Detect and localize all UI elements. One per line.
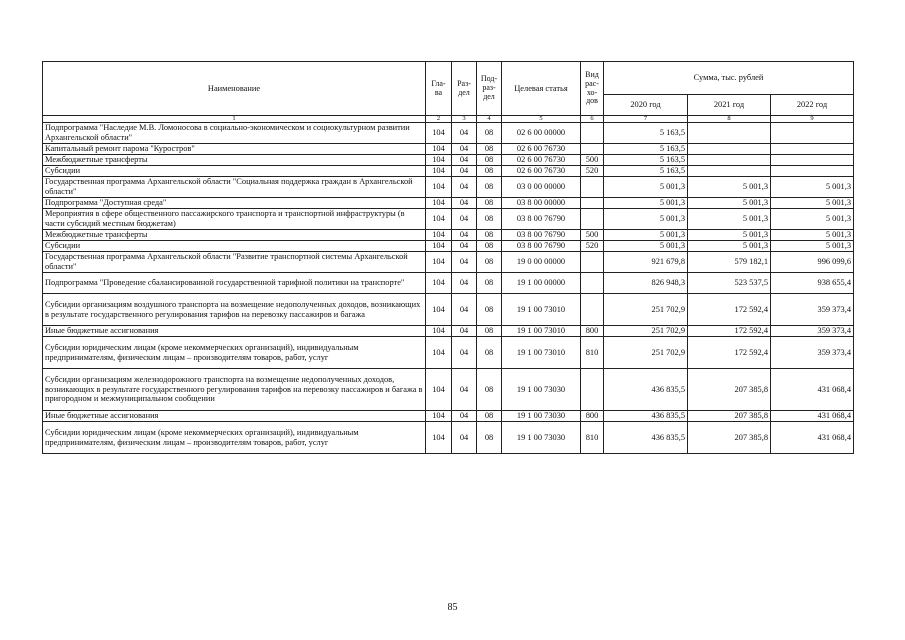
row-2022: 938 655,4 <box>771 273 854 294</box>
row-2020: 5 001,3 <box>604 241 688 252</box>
row-vid <box>581 144 604 155</box>
header-sum: Сумма, тыс. рублей <box>604 62 854 95</box>
row-vid: 800 <box>581 411 604 422</box>
row-podrazdel: 08 <box>477 123 502 144</box>
row-razdel: 04 <box>452 209 477 230</box>
row-podrazdel: 08 <box>477 177 502 198</box>
row-name: Субсидии <box>43 166 426 177</box>
row-2020: 436 835,5 <box>604 422 688 454</box>
row-2021: 5 001,3 <box>688 209 771 230</box>
row-podrazdel: 08 <box>477 230 502 241</box>
header-2020: 2020 год <box>604 95 688 116</box>
row-2022: 5 001,3 <box>771 230 854 241</box>
row-2021: 523 537,5 <box>688 273 771 294</box>
row-2021 <box>688 123 771 144</box>
header-2021: 2021 год <box>688 95 771 116</box>
row-podrazdel: 08 <box>477 369 502 411</box>
row-razdel: 04 <box>452 252 477 273</box>
column-number: 2 <box>426 116 452 123</box>
row-2020: 251 702,9 <box>604 326 688 337</box>
row-2022: 359 373,4 <box>771 337 854 369</box>
row-2021: 207 385,8 <box>688 422 771 454</box>
table-row <box>43 422 854 454</box>
row-2020: 921 679,8 <box>604 252 688 273</box>
row-name: Подпрограмма "Доступная среда" <box>43 198 426 209</box>
row-podrazdel: 08 <box>477 273 502 294</box>
column-number: 9 <box>771 116 854 123</box>
header-vid: Вид рас-хо-дов <box>581 62 604 116</box>
row-2021: 5 001,3 <box>688 230 771 241</box>
row-glava: 104 <box>426 422 452 454</box>
header-podrazdel: Под-раз-дел <box>477 62 502 116</box>
table-row <box>43 369 854 411</box>
column-number: 1 <box>43 116 426 123</box>
row-name: Межбюджетные трансферты <box>43 230 426 241</box>
row-razdel: 04 <box>452 337 477 369</box>
row-name: Иные бюджетные ассигнования <box>43 326 426 337</box>
header-name: Наименование <box>43 62 426 116</box>
row-razdel: 04 <box>452 144 477 155</box>
table-row <box>43 144 854 155</box>
row-2021 <box>688 155 771 166</box>
row-2021: 172 592,4 <box>688 326 771 337</box>
row-name: Мероприятия в сфере общественного пассажирского транспорта и транспортной инфраструктуры (в части субсидий местным бюджетам) <box>43 209 426 230</box>
column-number: 4 <box>477 116 502 123</box>
row-podrazdel: 08 <box>477 166 502 177</box>
row-glava: 104 <box>426 326 452 337</box>
row-podrazdel: 08 <box>477 326 502 337</box>
row-target: 03 8 00 76790 <box>502 209 581 230</box>
row-2020: 436 835,5 <box>604 411 688 422</box>
page-number: 85 <box>447 602 458 613</box>
row-razdel: 04 <box>452 198 477 209</box>
column-numbers-row <box>43 116 854 123</box>
table-row <box>43 337 854 369</box>
row-2022: 5 001,3 <box>771 177 854 198</box>
row-razdel: 04 <box>452 273 477 294</box>
row-name: Субсидии организациям воздушного транспорта на возмещение недополученных доходов, возникающих в результате государственного регулирования тарифов на перевозку пассажиров и багажа <box>43 294 426 326</box>
row-2021: 207 385,8 <box>688 411 771 422</box>
row-podrazdel: 08 <box>477 252 502 273</box>
row-2022: 5 001,3 <box>771 198 854 209</box>
row-target: 19 1 00 73030 <box>502 411 581 422</box>
table-body <box>43 123 854 454</box>
row-2022: 359 373,4 <box>771 326 854 337</box>
row-razdel: 04 <box>452 369 477 411</box>
row-glava: 104 <box>426 241 452 252</box>
row-razdel: 04 <box>452 230 477 241</box>
row-name: Подпрограмма "Наследие М.В. Ломоносова в социально-экономическом и социокультурном развитии Архангельской области" <box>43 123 426 144</box>
row-2020: 5 163,5 <box>604 155 688 166</box>
table-row <box>43 198 854 209</box>
row-vid <box>581 209 604 230</box>
row-razdel: 04 <box>452 422 477 454</box>
row-name: Субсидии юридическим лицам (кроме некоммерческих организаций), индивидуальным предпринимателям, физическим лицам – производителям товаров, работ, услуг <box>43 337 426 369</box>
row-target: 19 1 00 73010 <box>502 326 581 337</box>
row-razdel: 04 <box>452 155 477 166</box>
table-row <box>43 166 854 177</box>
row-target: 19 1 00 73010 <box>502 337 581 369</box>
row-2020: 5 001,3 <box>604 177 688 198</box>
row-target: 19 0 00 00000 <box>502 252 581 273</box>
row-2022 <box>771 166 854 177</box>
header-target: Целевая статья <box>502 62 581 116</box>
row-2021: 172 592,4 <box>688 337 771 369</box>
row-podrazdel: 08 <box>477 144 502 155</box>
row-vid: 520 <box>581 241 604 252</box>
row-2021: 172 592,4 <box>688 294 771 326</box>
row-2021: 207 385,8 <box>688 369 771 411</box>
row-target: 19 1 00 00000 <box>502 273 581 294</box>
row-name: Субсидии <box>43 241 426 252</box>
row-podrazdel: 08 <box>477 198 502 209</box>
row-podrazdel: 08 <box>477 411 502 422</box>
row-vid: 810 <box>581 422 604 454</box>
row-glava: 104 <box>426 177 452 198</box>
row-2020: 5 001,3 <box>604 230 688 241</box>
row-target: 02 6 00 00000 <box>502 123 581 144</box>
table-row <box>43 252 854 273</box>
row-2021: 579 182,1 <box>688 252 771 273</box>
header-glava: Гла-ва <box>426 62 452 116</box>
row-glava: 104 <box>426 337 452 369</box>
column-number: 6 <box>581 116 604 123</box>
row-vid <box>581 294 604 326</box>
row-vid <box>581 273 604 294</box>
row-glava: 104 <box>426 155 452 166</box>
row-2021 <box>688 144 771 155</box>
row-glava: 104 <box>426 230 452 241</box>
row-target: 19 1 00 73030 <box>502 369 581 411</box>
row-2020: 826 948,3 <box>604 273 688 294</box>
row-target: 19 1 00 73010 <box>502 294 581 326</box>
row-2020: 5 163,5 <box>604 166 688 177</box>
row-vid: 500 <box>581 155 604 166</box>
row-target: 02 6 00 76730 <box>502 155 581 166</box>
row-podrazdel: 08 <box>477 422 502 454</box>
row-razdel: 04 <box>452 241 477 252</box>
row-razdel: 04 <box>452 411 477 422</box>
row-target: 03 0 00 00000 <box>502 177 581 198</box>
row-2020: 251 702,9 <box>604 337 688 369</box>
row-vid <box>581 177 604 198</box>
row-2022: 5 001,3 <box>771 209 854 230</box>
row-name: Капитальный ремонт парома "Куростров" <box>43 144 426 155</box>
row-name: Субсидии организациям железнодорожного транспорта на возмещение недополученных доходов, возникающих в результате государственного регулирования тарифов на перевозку пассажиров и багажа в пригородном и межмуниципальном сообщении <box>43 369 426 411</box>
row-glava: 104 <box>426 411 452 422</box>
row-name: Государственная программа Архангельской области "Социальная поддержка граждан в Архангельской области" <box>43 177 426 198</box>
row-2021: 5 001,3 <box>688 241 771 252</box>
row-name: Подпрограмма "Проведение сбалансированной государственной тарифной политики на транспорте" <box>43 273 426 294</box>
table-row <box>43 273 854 294</box>
row-target: 03 8 00 00000 <box>502 198 581 209</box>
row-razdel: 04 <box>452 166 477 177</box>
row-vid <box>581 252 604 273</box>
row-2020: 5 163,5 <box>604 123 688 144</box>
header-2022: 2022 год <box>771 95 854 116</box>
row-razdel: 04 <box>452 177 477 198</box>
row-2022 <box>771 155 854 166</box>
row-glava: 104 <box>426 369 452 411</box>
row-razdel: 04 <box>452 123 477 144</box>
row-target: 03 8 00 76790 <box>502 241 581 252</box>
row-glava: 104 <box>426 273 452 294</box>
row-name: Межбюджетные трансферты <box>43 155 426 166</box>
row-2022 <box>771 123 854 144</box>
row-vid: 800 <box>581 326 604 337</box>
row-razdel: 04 <box>452 326 477 337</box>
column-number: 3 <box>452 116 477 123</box>
row-podrazdel: 08 <box>477 209 502 230</box>
row-2022: 359 373,4 <box>771 294 854 326</box>
table-row <box>43 326 854 337</box>
row-2020: 436 835,5 <box>604 369 688 411</box>
row-2022: 431 068,4 <box>771 369 854 411</box>
column-number: 7 <box>604 116 688 123</box>
row-glava: 104 <box>426 209 452 230</box>
table-row <box>43 411 854 422</box>
row-2022: 5 001,3 <box>771 241 854 252</box>
row-2021: 5 001,3 <box>688 198 771 209</box>
row-2020: 5 001,3 <box>604 209 688 230</box>
row-name: Государственная программа Архангельской области "Развитие транспортной системы Архангельской области" <box>43 252 426 273</box>
row-podrazdel: 08 <box>477 294 502 326</box>
row-2021 <box>688 166 771 177</box>
column-number: 5 <box>502 116 581 123</box>
row-glava: 104 <box>426 123 452 144</box>
row-target: 02 6 00 76730 <box>502 144 581 155</box>
row-razdel: 04 <box>452 294 477 326</box>
row-target: 02 6 00 76730 <box>502 166 581 177</box>
row-glava: 104 <box>426 252 452 273</box>
row-podrazdel: 08 <box>477 241 502 252</box>
row-target: 03 8 00 76790 <box>502 230 581 241</box>
table-row <box>43 123 854 144</box>
row-podrazdel: 08 <box>477 155 502 166</box>
column-number: 8 <box>688 116 771 123</box>
row-2022 <box>771 144 854 155</box>
row-2020: 251 702,9 <box>604 294 688 326</box>
row-podrazdel: 08 <box>477 337 502 369</box>
row-name: Иные бюджетные ассигнования <box>43 411 426 422</box>
row-vid <box>581 369 604 411</box>
row-target: 19 1 00 73030 <box>502 422 581 454</box>
row-2022: 996 099,6 <box>771 252 854 273</box>
row-2022: 431 068,4 <box>771 411 854 422</box>
row-glava: 104 <box>426 166 452 177</box>
row-2020: 5 001,3 <box>604 198 688 209</box>
row-vid: 520 <box>581 166 604 177</box>
row-2022: 431 068,4 <box>771 422 854 454</box>
table-row <box>43 209 854 230</box>
row-2020: 5 163,5 <box>604 144 688 155</box>
row-vid: 810 <box>581 337 604 369</box>
table-row <box>43 294 854 326</box>
table-row <box>43 155 854 166</box>
row-vid <box>581 123 604 144</box>
row-glava: 104 <box>426 144 452 155</box>
row-glava: 104 <box>426 198 452 209</box>
row-vid: 500 <box>581 230 604 241</box>
table-row <box>43 241 854 252</box>
budget-table <box>42 61 854 454</box>
table-row <box>43 177 854 198</box>
row-glava: 104 <box>426 294 452 326</box>
row-name: Субсидии юридическим лицам (кроме некоммерческих организаций), индивидуальным предпринимателям, физическим лицам – производителям товаров, работ, услуг <box>43 422 426 454</box>
row-vid <box>581 198 604 209</box>
header-razdel: Раз-дел <box>452 62 477 116</box>
table-row <box>43 230 854 241</box>
row-2021: 5 001,3 <box>688 177 771 198</box>
